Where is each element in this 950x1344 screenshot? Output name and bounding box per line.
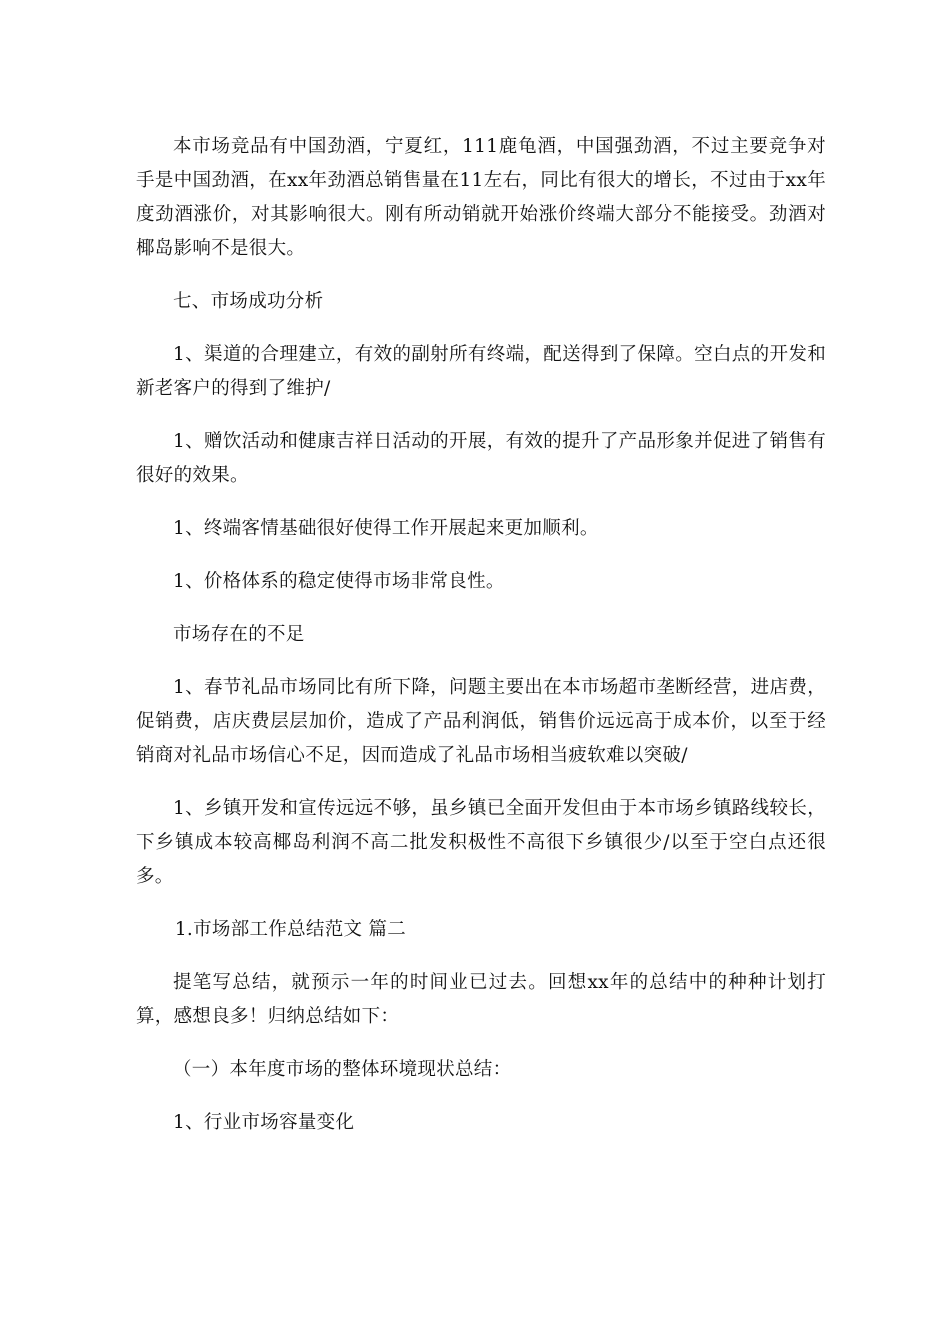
paragraph-summary-intro: 提笔写总结，就预示一年的时间业已过去。回想xx年的总结中的种种计划打算，感想良多！归纳总结如下： (136, 972, 826, 1027)
document-body (136, 130, 826, 1159)
paragraph-activities: 1、赠饮活动和健康吉祥日活动的开展，有效的提升了产品形象并促进了销售有很好的效果。 (136, 431, 826, 486)
section-heading-success-analysis: 七、市场成功分析 (173, 291, 324, 312)
paragraph-price-system: 1、价格体系的稳定使得市场非常良性。 (173, 571, 505, 592)
subsection-heading-capacity: 1、行业市场容量变化 (173, 1112, 355, 1133)
paragraph-terminal-relations: 1、终端客情基础很好使得工作开展起来更加顺利。 (173, 518, 599, 539)
article-title-part-two: 1.市场部工作总结范文 篇二 (174, 919, 407, 940)
paragraph-gift-market: 1、春节礼品市场同比有所下降，问题主要出在本市场超市垄断经营，进店费，促销费，店庆费层层加价，造成了产品利润低，销售价远远高于成本价，以至于经销商对礼品市场信心不足，因而造成了礼品市场相当疲软难以突破/ (136, 677, 826, 766)
section-heading-shortcomings: 市场存在的不足 (173, 624, 305, 645)
section-heading-environment: （一）本年度市场的整体环境现状总结： (173, 1059, 512, 1080)
paragraph-channels: 1、渠道的合理建立，有效的副射所有终端，配送得到了保障。空白点的开发和新老客户的得到了维护/ (136, 344, 826, 399)
paragraph-competitors: 本市场竞品有中国劲酒，宁夏红，111鹿龟酒，中国强劲酒，不过主要竞争对手是中国劲酒，在xx年劲酒总销售量在11左右，同比有很大的增长，不过由于xx年度劲酒涨价，对其影响很大。刚有所动销就开始涨价终端大部分不能接受。劲酒对椰岛影响不是很大。 (136, 136, 826, 259)
paragraph-township-development: 1、乡镇开发和宣传远远不够，虽乡镇已全面开发但由于本市场乡镇路线较长，下乡镇成本较高椰岛利润不高二批发积极性不高很下乡镇很少/以至于空白点还很多。 (136, 798, 826, 887)
